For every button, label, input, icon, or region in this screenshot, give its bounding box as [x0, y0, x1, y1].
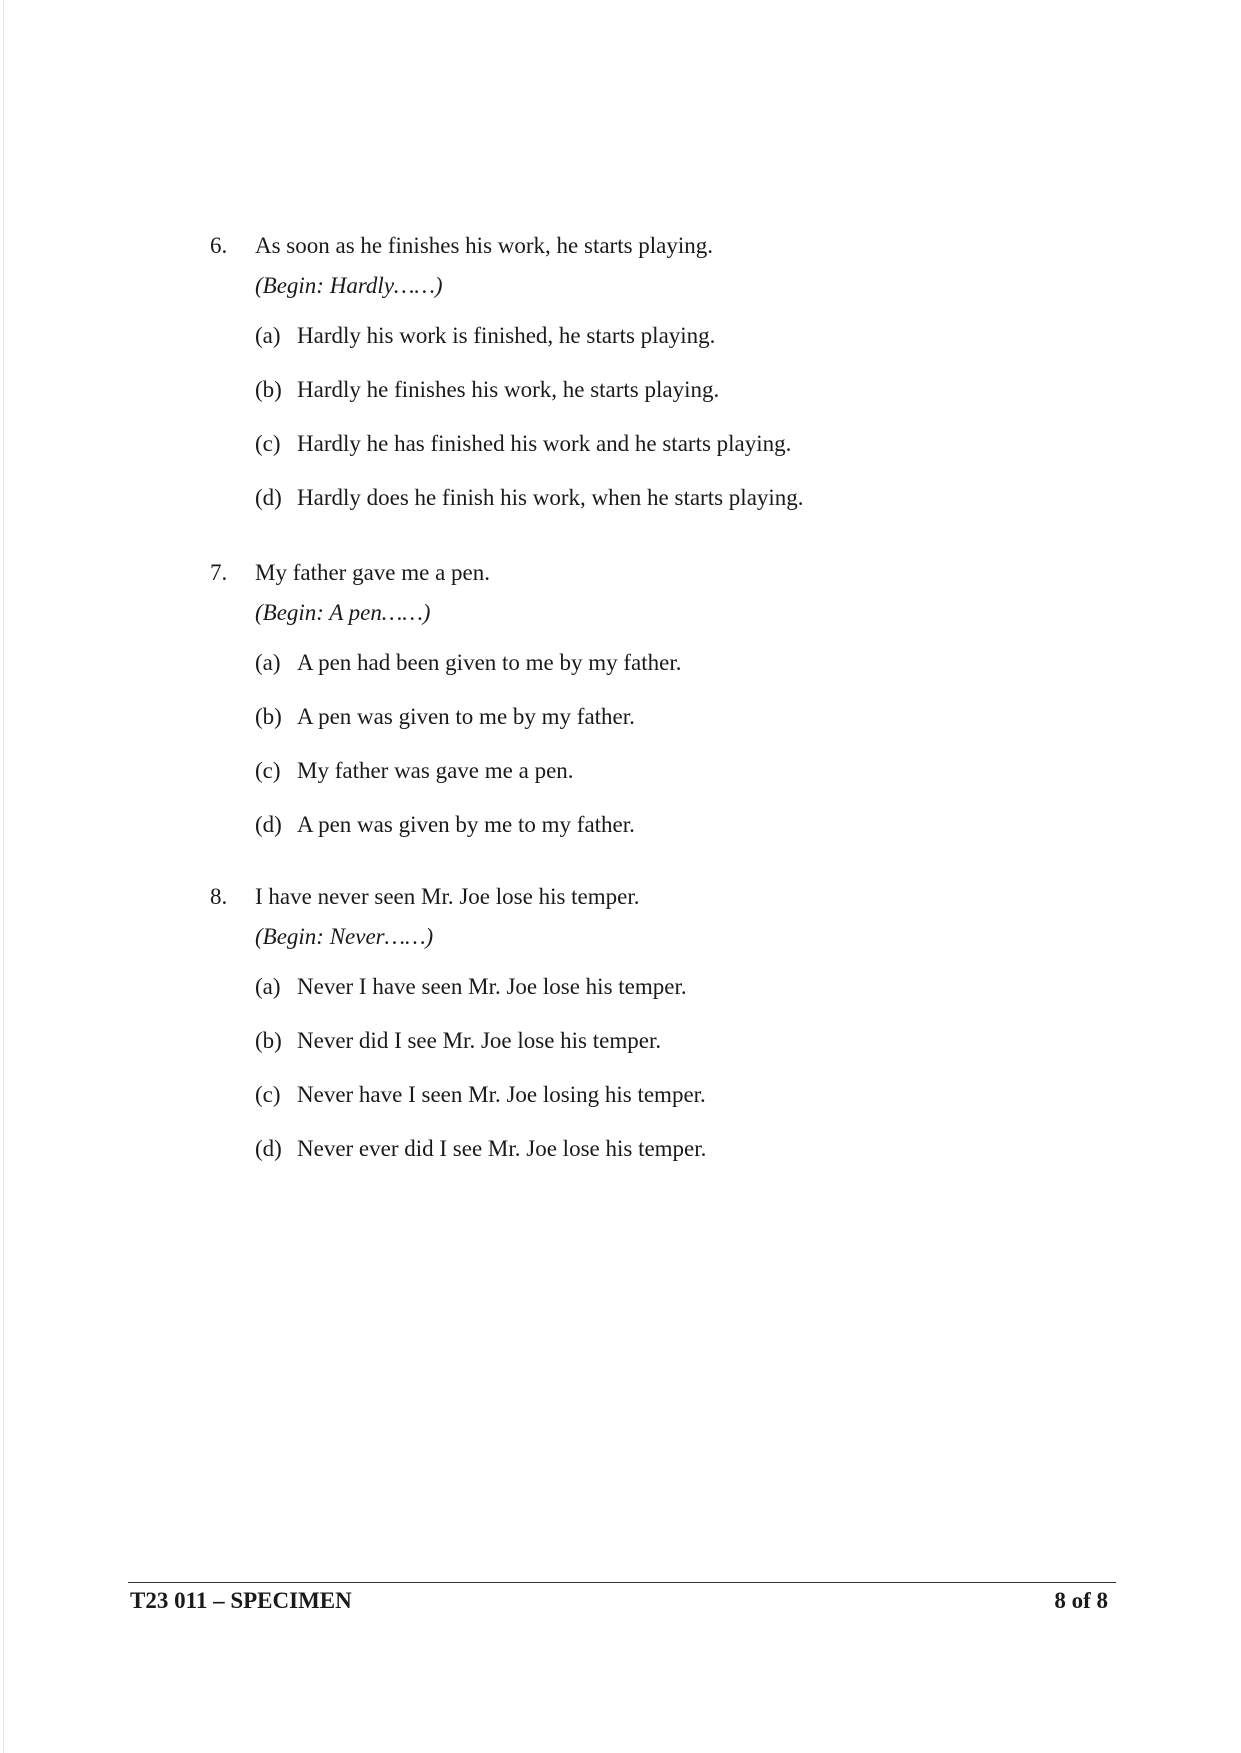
option-label: (d): [255, 485, 282, 510]
question-hint: (Begin: Never……): [255, 924, 434, 949]
option-b: [255, 375, 1110, 405]
question-stem: [210, 231, 1110, 261]
question-text: My father gave me a pen.: [255, 560, 491, 585]
options-list: [255, 321, 1110, 513]
option-c: [255, 1080, 1110, 1110]
option-a: [255, 648, 1110, 678]
option-text: A pen was given by me to my father.: [297, 812, 635, 837]
option-a: [255, 321, 1110, 351]
question-stem: [210, 558, 1110, 588]
option-text: My father was gave me a pen.: [297, 758, 574, 783]
option-label: (a): [255, 974, 281, 999]
option-label: (a): [255, 650, 281, 675]
options-list: [255, 972, 1110, 1164]
option-text: Hardly his work is finished, he starts playing.: [297, 323, 716, 348]
option-text: A pen had been given to me by my father.: [297, 650, 682, 675]
option-text: Hardly he finishes his work, he starts playing.: [297, 377, 720, 402]
option-b: [255, 1026, 1110, 1056]
question-hint: (Begin: Hardly……): [255, 273, 443, 298]
question-7: [210, 558, 1110, 864]
option-text: Never ever did I see Mr. Joe lose his temper.: [297, 1136, 707, 1161]
option-label: (c): [255, 431, 281, 456]
paper-code: T23 011 – SPECIMEN: [130, 1588, 352, 1613]
option-a: [255, 972, 1110, 1002]
question-6: [210, 231, 1110, 537]
option-d: [255, 1134, 1110, 1164]
footer-divider: [128, 1582, 1116, 1583]
question-8: [210, 882, 1110, 1188]
option-label: (c): [255, 1082, 281, 1107]
option-text: Never have I seen Mr. Joe losing his temper.: [297, 1082, 706, 1107]
option-label: (d): [255, 812, 282, 837]
scan-edge: [3, 0, 4, 1753]
option-c: [255, 756, 1110, 786]
option-text: Hardly he has finished his work and he starts playing.: [297, 431, 792, 456]
option-label: (d): [255, 1136, 282, 1161]
question-number: 6.: [210, 233, 228, 258]
question-number: 8.: [210, 884, 228, 909]
option-text: A pen was given to me by my father.: [297, 704, 635, 729]
option-label: (a): [255, 323, 281, 348]
option-label: (c): [255, 758, 281, 783]
options-list: [255, 648, 1110, 840]
option-d: [255, 483, 1110, 513]
question-number: 7.: [210, 560, 228, 585]
option-d: [255, 810, 1110, 840]
question-text: As soon as he finishes his work, he starts playing.: [255, 233, 714, 258]
option-label: (b): [255, 1028, 282, 1053]
option-text: Hardly does he finish his work, when he starts playing.: [297, 485, 804, 510]
option-b: [255, 702, 1110, 732]
option-c: [255, 429, 1110, 459]
option-text: Never I have seen Mr. Joe lose his temper.: [297, 974, 687, 999]
option-label: (b): [255, 377, 282, 402]
question-hint: (Begin: A pen……): [255, 600, 431, 625]
option-text: Never did I see Mr. Joe lose his temper.: [297, 1028, 662, 1053]
question-text: I have never seen Mr. Joe lose his temper.: [255, 884, 640, 909]
option-label: (b): [255, 704, 282, 729]
question-stem: [210, 882, 1110, 912]
page-number: 8 of 8: [1054, 1588, 1108, 1613]
